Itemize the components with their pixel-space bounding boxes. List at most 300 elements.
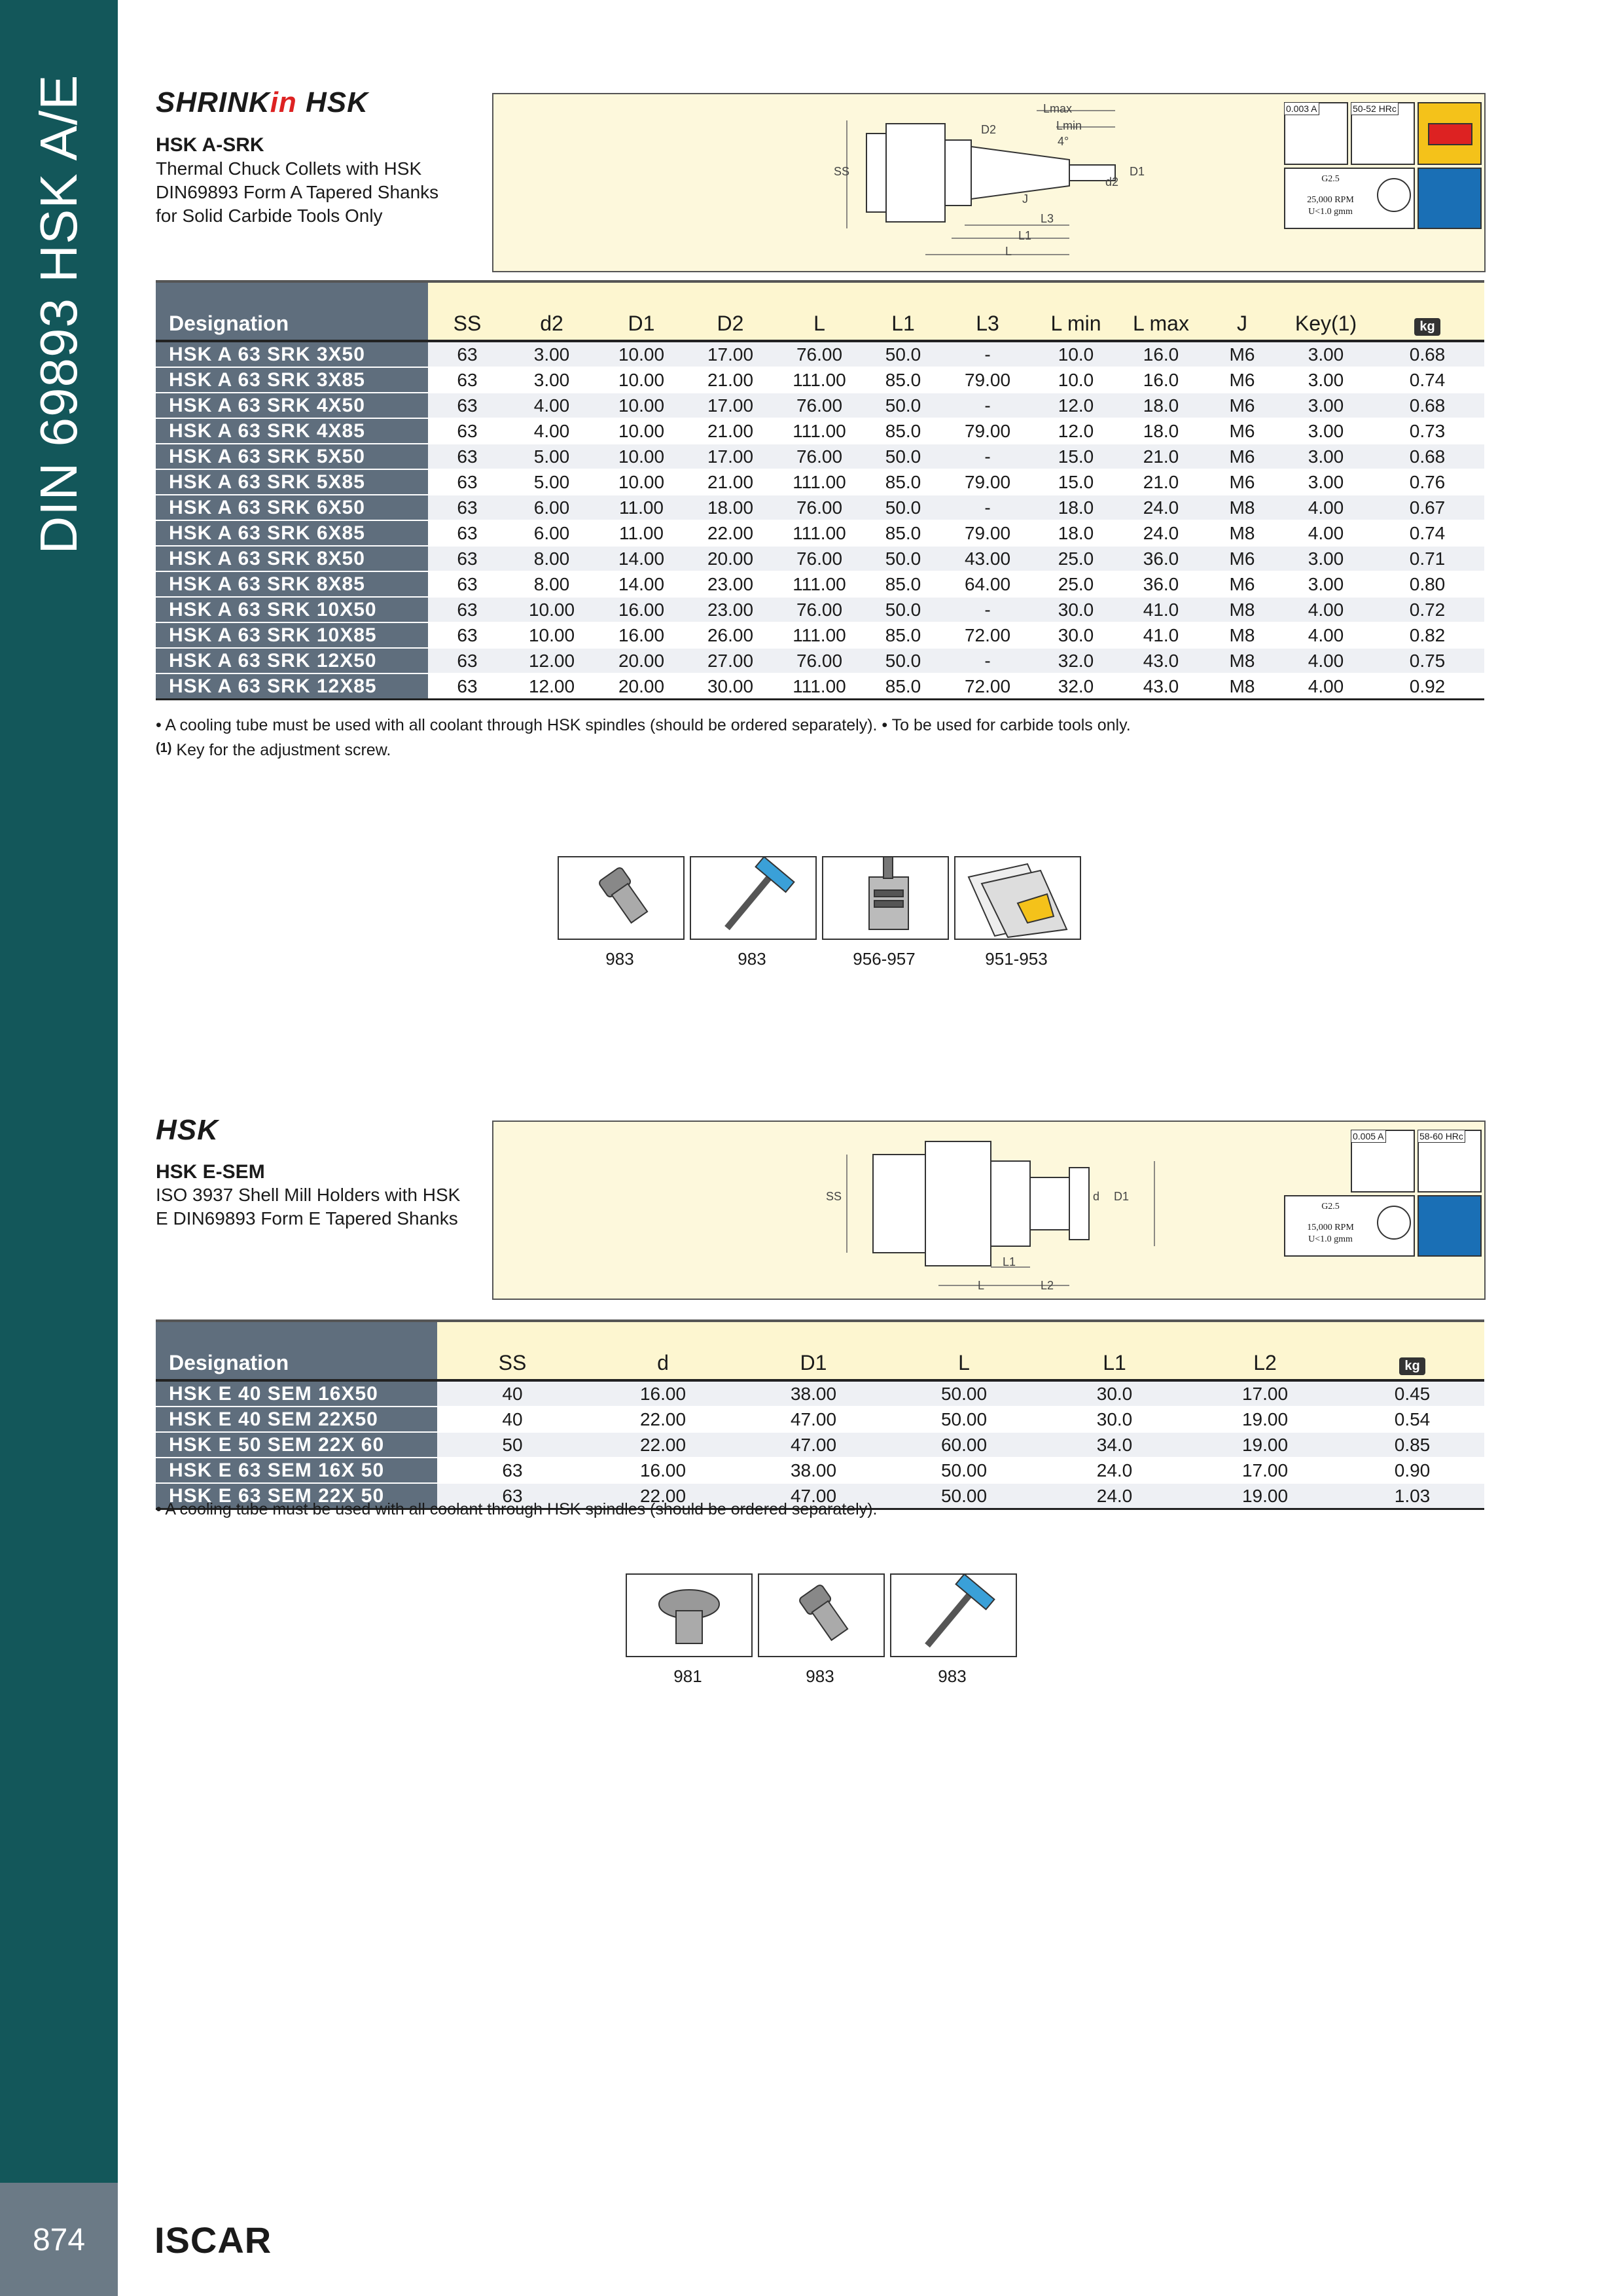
table-cell: 50 xyxy=(437,1432,588,1458)
designation-cell: HSK A 63 SRK 4X85 xyxy=(156,418,428,444)
table-cell: 0.72 xyxy=(1370,597,1484,622)
designation-cell: HSK A 63 SRK 5X50 xyxy=(156,444,428,469)
table-row xyxy=(156,1458,1484,1483)
table-cell: 17.00 xyxy=(1190,1458,1340,1483)
srk-table-body xyxy=(156,341,1484,700)
kg-weight-icon: kg xyxy=(1370,281,1484,341)
header-D1: D1 xyxy=(738,1321,889,1380)
table-cell: 111.00 xyxy=(775,571,864,597)
table-cell: 41.0 xyxy=(1119,597,1203,622)
table-cell: - xyxy=(942,648,1033,673)
header-j: J xyxy=(1203,281,1281,341)
table-cell: 4.00 xyxy=(1281,597,1370,622)
table-cell: 10.0 xyxy=(1033,341,1119,367)
clamping-screw-icon xyxy=(626,1573,753,1657)
table-cell: 30.0 xyxy=(1039,1380,1190,1407)
screw-icon xyxy=(758,1573,885,1657)
table-cell: 10.00 xyxy=(597,393,686,418)
table-cell: 63 xyxy=(428,597,507,622)
table-cell: 6.00 xyxy=(507,520,597,546)
designation-cell: HSK A 63 SRK 8X50 xyxy=(156,546,428,571)
table-cell: 63 xyxy=(428,622,507,648)
table-cell: 0.80 xyxy=(1370,571,1484,597)
table-cell: 50.0 xyxy=(864,444,942,469)
table-cell: 16.00 xyxy=(588,1458,738,1483)
table-cell: 50.0 xyxy=(864,393,942,418)
table-cell: 111.00 xyxy=(775,367,864,393)
table-cell: 22.00 xyxy=(686,520,775,546)
table-cell: 12.00 xyxy=(507,648,597,673)
table-cell: 0.90 xyxy=(1340,1458,1484,1483)
table-cell: 16.00 xyxy=(597,622,686,648)
table-cell: 21.0 xyxy=(1119,469,1203,495)
designation-cell: HSK A 63 SRK 3X85 xyxy=(156,367,428,393)
header-L2: L2 xyxy=(1190,1321,1340,1380)
table-cell: 111.00 xyxy=(775,673,864,700)
table-cell: 63 xyxy=(437,1483,588,1509)
table-cell: M6 xyxy=(1203,341,1281,367)
table-cell: 25.0 xyxy=(1033,571,1119,597)
section2-note1: • A cooling tube must be used with all coolant through HSK spindles (should be ordered separately). xyxy=(156,1500,878,1518)
table-cell: 63 xyxy=(428,341,507,367)
table-cell: 25.0 xyxy=(1033,546,1119,571)
table-cell: - xyxy=(942,495,1033,520)
table-cell: M6 xyxy=(1203,469,1281,495)
table-cell: 63 xyxy=(428,648,507,673)
tolerance-icon: 0.005 A xyxy=(1351,1130,1415,1193)
table-cell: 85.0 xyxy=(864,622,942,648)
table-cell: 19.00 xyxy=(1190,1483,1340,1509)
table-row xyxy=(156,1432,1484,1458)
header-D1: D1 xyxy=(597,281,686,341)
section2-diagram: SS d D1 L1 L L2 0.005 A 58-60 HRc G2.5 15,000 RPM U<1.0 gmm xyxy=(492,1121,1486,1300)
table-cell: 27.00 xyxy=(686,648,775,673)
section2-heading: HSK E-SEM xyxy=(156,1161,265,1183)
table-cell: 50.00 xyxy=(889,1458,1039,1483)
sidebar-title: DIN 69893 HSK A/E xyxy=(29,74,88,554)
table-cell: 47.00 xyxy=(738,1432,889,1458)
table-cell: 0.71 xyxy=(1370,546,1484,571)
table-cell: 63 xyxy=(428,673,507,700)
designation-cell: HSK A 63 SRK 6X85 xyxy=(156,520,428,546)
table-cell: 4.00 xyxy=(507,393,597,418)
table-row xyxy=(156,546,1484,571)
table-cell: 32.0 xyxy=(1033,673,1119,700)
designation-cell: HSK A 63 SRK 5X85 xyxy=(156,469,428,495)
table-cell: 76.00 xyxy=(775,444,864,469)
balance-icon: G2.5 15,000 RPM U<1.0 gmm xyxy=(1284,1195,1415,1257)
table-cell: 111.00 xyxy=(775,520,864,546)
table-row xyxy=(156,341,1484,367)
table-cell: 1.03 xyxy=(1340,1483,1484,1509)
table-row xyxy=(156,393,1484,418)
table-cell: 76.00 xyxy=(775,495,864,520)
table-cell: 4.00 xyxy=(1281,673,1370,700)
table-cell: 38.00 xyxy=(738,1380,889,1407)
table-row xyxy=(156,469,1484,495)
table-cell: 6.00 xyxy=(507,495,597,520)
table-cell: 10.00 xyxy=(597,469,686,495)
heat-shrink-icon xyxy=(1418,102,1482,165)
table-cell: - xyxy=(942,341,1033,367)
accessory-code: 983 xyxy=(806,1666,834,1686)
table-cell: 4.00 xyxy=(1281,648,1370,673)
table-cell: 4.00 xyxy=(1281,622,1370,648)
designation-cell: HSK E 40 SEM 16X50 xyxy=(156,1380,437,1407)
table-cell: 63 xyxy=(428,571,507,597)
table-cell: 0.76 xyxy=(1370,469,1484,495)
table-cell: 4.00 xyxy=(1281,520,1370,546)
table-cell: 12.0 xyxy=(1033,418,1119,444)
table-row xyxy=(156,418,1484,444)
table-cell: 76.00 xyxy=(775,546,864,571)
table-cell: 3.00 xyxy=(1281,444,1370,469)
table-cell: 63 xyxy=(428,418,507,444)
table-row xyxy=(156,571,1484,597)
table-cell: 43.00 xyxy=(942,546,1033,571)
brand-logo: ISCAR xyxy=(154,2219,272,2261)
table-row xyxy=(156,444,1484,469)
table-cell: 3.00 xyxy=(1281,546,1370,571)
section2-description: ISO 3937 Shell Mill Holders with HSK E DIN69893 Form E Tapered Shanks xyxy=(156,1185,461,1229)
designation-cell: HSK E 63 SEM 16X 50 xyxy=(156,1458,437,1483)
table-cell: 30.0 xyxy=(1033,597,1119,622)
table-cell: 26.00 xyxy=(686,622,775,648)
table-cell: 3.00 xyxy=(1281,469,1370,495)
table-cell: 21.00 xyxy=(686,469,775,495)
table-cell: 10.0 xyxy=(1033,367,1119,393)
table-cell: 63 xyxy=(437,1458,588,1483)
table-cell: M6 xyxy=(1203,367,1281,393)
table-cell: 21.00 xyxy=(686,418,775,444)
table-cell: M6 xyxy=(1203,393,1281,418)
table-cell: 18.0 xyxy=(1033,495,1119,520)
table-cell: 0.68 xyxy=(1370,341,1484,367)
table-cell: 40 xyxy=(437,1380,588,1407)
table-cell: 18.0 xyxy=(1119,393,1203,418)
table-cell: 63 xyxy=(428,393,507,418)
page-number-box xyxy=(0,2183,118,2296)
table-cell: 18.0 xyxy=(1033,520,1119,546)
table-cell: 30.00 xyxy=(686,673,775,700)
header-key: Key(1) xyxy=(1281,281,1370,341)
table-cell: 0.74 xyxy=(1370,520,1484,546)
table-cell: 24.0 xyxy=(1039,1458,1190,1483)
kg-weight-icon: kg xyxy=(1340,1321,1484,1380)
designation-cell: HSK E 40 SEM 22X50 xyxy=(156,1407,437,1432)
table-cell: 60.00 xyxy=(889,1432,1039,1458)
table-cell: 0.75 xyxy=(1370,648,1484,673)
table-row xyxy=(156,673,1484,700)
page-number: 874 xyxy=(32,2223,86,2257)
designation-cell: HSK A 63 SRK 12X85 xyxy=(156,673,428,700)
header-L: L xyxy=(889,1321,1039,1380)
table-cell: 111.00 xyxy=(775,622,864,648)
table-cell: 10.00 xyxy=(597,341,686,367)
header-designation: Designation xyxy=(156,281,428,341)
table-cell: 79.00 xyxy=(942,520,1033,546)
accessory-code: 983 xyxy=(938,1666,967,1686)
section1-diagram: Lmax Lmin 4° D2 SS D1 d2 J L3 L1 L 0.003 A 50-52 HRc G2.5 25,000 RPM U<1.0 gmm xyxy=(492,93,1486,272)
table-cell: 111.00 xyxy=(775,469,864,495)
table-cell: 18.00 xyxy=(686,495,775,520)
table-row xyxy=(156,622,1484,648)
table-cell: 5.00 xyxy=(507,444,597,469)
table-cell: 76.00 xyxy=(775,341,864,367)
table-cell: 50.00 xyxy=(889,1380,1039,1407)
table-cell: 24.0 xyxy=(1119,520,1203,546)
table-cell: 14.00 xyxy=(597,571,686,597)
accessory-code: 981 xyxy=(673,1666,702,1686)
header-D2: D2 xyxy=(686,281,775,341)
table-cell: 17.00 xyxy=(686,393,775,418)
table-cell: 3.00 xyxy=(507,341,597,367)
table-cell: 76.00 xyxy=(775,648,864,673)
table-cell: 85.0 xyxy=(864,418,942,444)
table-cell: 3.00 xyxy=(1281,367,1370,393)
table-cell: 43.0 xyxy=(1119,648,1203,673)
table-cell: 85.0 xyxy=(864,520,942,546)
table-cell: 0.82 xyxy=(1370,622,1484,648)
table-cell: 21.00 xyxy=(686,367,775,393)
designation-cell: HSK A 63 SRK 8X85 xyxy=(156,571,428,597)
table-cell: 47.00 xyxy=(738,1483,889,1509)
table-cell: 22.00 xyxy=(588,1483,738,1509)
table-cell: 17.00 xyxy=(686,444,775,469)
table-cell: 16.00 xyxy=(597,597,686,622)
table-cell: 8.00 xyxy=(507,571,597,597)
table-cell: 18.0 xyxy=(1119,418,1203,444)
table-cell: - xyxy=(942,393,1033,418)
table-cell: M6 xyxy=(1203,444,1281,469)
designation-cell: HSK E 50 SEM 22X 60 xyxy=(156,1432,437,1458)
table-cell: 0.68 xyxy=(1370,444,1484,469)
table-cell: 63 xyxy=(428,367,507,393)
table-cell: 10.00 xyxy=(507,597,597,622)
table-cell: M6 xyxy=(1203,418,1281,444)
shrinkin-hsk-logo: SHRINKin HSK xyxy=(156,86,368,118)
table-row xyxy=(156,495,1484,520)
table-cell: 64.00 xyxy=(942,571,1033,597)
table-cell: 5.00 xyxy=(507,469,597,495)
table-cell: 23.00 xyxy=(686,571,775,597)
table-cell: 40 xyxy=(437,1407,588,1432)
table-cell: 19.00 xyxy=(1190,1432,1340,1458)
designation-cell: HSK A 63 SRK 12X50 xyxy=(156,648,428,673)
header-L1: L1 xyxy=(1039,1321,1190,1380)
table-cell: 17.00 xyxy=(1190,1380,1340,1407)
table-cell: 30.0 xyxy=(1039,1407,1190,1432)
table-cell: 85.0 xyxy=(864,673,942,700)
table-cell: 63 xyxy=(428,444,507,469)
header-ss: SS xyxy=(437,1321,588,1380)
table-cell: 41.0 xyxy=(1119,622,1203,648)
sidebar xyxy=(0,0,118,2296)
table-cell: 4.00 xyxy=(507,418,597,444)
table-cell: 72.00 xyxy=(942,673,1033,700)
header-lmax: L max xyxy=(1119,281,1203,341)
table-cell: 12.00 xyxy=(507,673,597,700)
hardness-icon: 50-52 HRc xyxy=(1351,102,1415,165)
table-cell: 85.0 xyxy=(864,571,942,597)
table-cell: 16.0 xyxy=(1119,367,1203,393)
sem-table xyxy=(156,1319,1484,1510)
coolant-icon xyxy=(1418,168,1482,229)
table-cell: 16.00 xyxy=(588,1380,738,1407)
tolerance-icon: 0.003 A xyxy=(1284,102,1348,165)
table-cell: 50.00 xyxy=(889,1407,1039,1432)
table-cell: 10.00 xyxy=(597,418,686,444)
table-cell: 15.0 xyxy=(1033,469,1119,495)
srk-table xyxy=(156,280,1484,700)
table-row xyxy=(156,520,1484,546)
table-cell: 47.00 xyxy=(738,1407,889,1432)
header-L3: L3 xyxy=(942,281,1033,341)
table-cell: 43.0 xyxy=(1119,673,1203,700)
table-cell: 14.00 xyxy=(597,546,686,571)
table-cell: 0.92 xyxy=(1370,673,1484,700)
table-row xyxy=(156,1380,1484,1407)
table-cell: 20.00 xyxy=(597,673,686,700)
table-cell: 63 xyxy=(428,520,507,546)
table-cell: 22.00 xyxy=(588,1432,738,1458)
accessory-code: 983 xyxy=(738,949,766,969)
table-cell: 0.68 xyxy=(1370,393,1484,418)
table-cell: 16.0 xyxy=(1119,341,1203,367)
table-cell: 63 xyxy=(428,495,507,520)
table-cell: 8.00 xyxy=(507,546,597,571)
section1-description: Thermal Chuck Collets with HSK DIN69893 Form A Tapered Shanks for Solid Carbide Tools Only xyxy=(156,158,439,226)
table-cell: 76.00 xyxy=(775,393,864,418)
key-wrench-icon xyxy=(690,856,817,940)
table-cell: 63 xyxy=(428,469,507,495)
table-cell: M8 xyxy=(1203,597,1281,622)
designation-cell: HSK A 63 SRK 6X50 xyxy=(156,495,428,520)
table-cell: 50.0 xyxy=(864,597,942,622)
section1-note1: • A cooling tube must be used with all coolant through HSK spindles (should be ordered separately). • To be used for carbide tools only. xyxy=(156,716,1131,734)
table-cell: 4.00 xyxy=(1281,495,1370,520)
header-L1: L1 xyxy=(864,281,942,341)
table-cell: 50.0 xyxy=(864,341,942,367)
shrink-unit-icon xyxy=(822,856,949,940)
table-cell: 111.00 xyxy=(775,418,864,444)
table-cell: 11.00 xyxy=(597,495,686,520)
table-cell: 3.00 xyxy=(1281,571,1370,597)
header-lmin: L min xyxy=(1033,281,1119,341)
table-cell: M8 xyxy=(1203,520,1281,546)
table-cell: 38.00 xyxy=(738,1458,889,1483)
key-wrench-icon xyxy=(890,1573,1017,1657)
table-cell: M8 xyxy=(1203,673,1281,700)
designation-cell: HSK A 63 SRK 3X50 xyxy=(156,341,428,367)
screw-icon xyxy=(558,856,685,940)
table-cell: 79.00 xyxy=(942,469,1033,495)
table-cell: 3.00 xyxy=(1281,393,1370,418)
designation-cell: HSK A 63 SRK 10X50 xyxy=(156,597,428,622)
section1-heading: HSK A-SRK xyxy=(156,134,264,156)
table-cell: 50.0 xyxy=(864,495,942,520)
designation-cell: HSK A 63 SRK 4X50 xyxy=(156,393,428,418)
hsk-logo: HSK xyxy=(156,1114,219,1146)
table-cell: 10.00 xyxy=(507,622,597,648)
sem-table-body xyxy=(156,1380,1484,1509)
table-cell: 10.00 xyxy=(597,444,686,469)
table-row xyxy=(156,648,1484,673)
header-ss: SS xyxy=(428,281,507,341)
table-cell: 79.00 xyxy=(942,367,1033,393)
coolant-icon xyxy=(1418,1195,1482,1257)
balance-icon: G2.5 25,000 RPM U<1.0 gmm xyxy=(1284,168,1415,229)
table-cell: 34.0 xyxy=(1039,1432,1190,1458)
catalog-pages-icon xyxy=(954,856,1081,940)
hardness-icon: 58-60 HRc xyxy=(1418,1130,1482,1193)
table-cell: 10.00 xyxy=(597,367,686,393)
table-cell: 85.0 xyxy=(864,469,942,495)
table-cell: 11.00 xyxy=(597,520,686,546)
section1-note2: $^{(1)}$ Key for the adjustment screw. xyxy=(156,741,391,759)
table-cell: 0.45 xyxy=(1340,1380,1484,1407)
table-cell: 85.0 xyxy=(864,367,942,393)
table-cell: M8 xyxy=(1203,495,1281,520)
table-cell: M6 xyxy=(1203,546,1281,571)
table-cell: 36.0 xyxy=(1119,571,1203,597)
header-d: d xyxy=(588,1321,738,1380)
table-cell: 0.85 xyxy=(1340,1432,1484,1458)
table-cell: 32.0 xyxy=(1033,648,1119,673)
designation-cell: HSK A 63 SRK 10X85 xyxy=(156,622,428,648)
table-cell: 0.73 xyxy=(1370,418,1484,444)
accessory-code: 956-957 xyxy=(853,949,916,969)
table-cell: 30.0 xyxy=(1033,622,1119,648)
table-cell: 17.00 xyxy=(686,341,775,367)
table-cell: 24.0 xyxy=(1119,495,1203,520)
table-cell: 0.54 xyxy=(1340,1407,1484,1432)
table-cell: 22.00 xyxy=(588,1407,738,1432)
table-cell: - xyxy=(942,597,1033,622)
table-cell: M6 xyxy=(1203,571,1281,597)
table-cell: 0.74 xyxy=(1370,367,1484,393)
table-cell: 24.0 xyxy=(1039,1483,1190,1509)
table-cell: 20.00 xyxy=(597,648,686,673)
table-cell: - xyxy=(942,444,1033,469)
table-cell: 76.00 xyxy=(775,597,864,622)
table-cell: 15.0 xyxy=(1033,444,1119,469)
table-cell: 3.00 xyxy=(507,367,597,393)
table-row xyxy=(156,367,1484,393)
table-cell: 72.00 xyxy=(942,622,1033,648)
table-cell: M8 xyxy=(1203,648,1281,673)
accessory-code: 951-953 xyxy=(985,949,1048,969)
table-cell: 50.0 xyxy=(864,648,942,673)
accessory-code: 983 xyxy=(605,949,634,969)
table-cell: 63 xyxy=(428,546,507,571)
header-designation: Designation xyxy=(156,1321,437,1380)
table-cell: 23.00 xyxy=(686,597,775,622)
table-cell: 21.0 xyxy=(1119,444,1203,469)
table-cell: 50.0 xyxy=(864,546,942,571)
table-cell: 0.67 xyxy=(1370,495,1484,520)
table-cell: 79.00 xyxy=(942,418,1033,444)
table-cell: M8 xyxy=(1203,622,1281,648)
table-row xyxy=(156,597,1484,622)
table-cell: 3.00 xyxy=(1281,418,1370,444)
header-L: L xyxy=(775,281,864,341)
table-cell: 50.00 xyxy=(889,1483,1039,1509)
table-cell: 3.00 xyxy=(1281,341,1370,367)
table-cell: 12.0 xyxy=(1033,393,1119,418)
table-cell: 20.00 xyxy=(686,546,775,571)
designation-cell: HSK E 63 SEM 22X 50 xyxy=(156,1483,437,1509)
